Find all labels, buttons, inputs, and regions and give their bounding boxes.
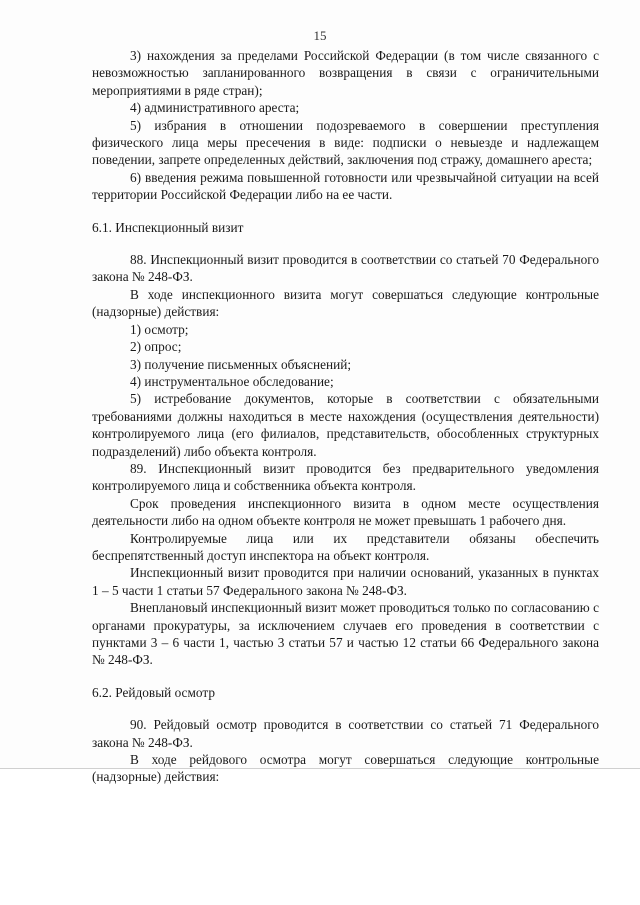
paragraph: 4) административного ареста; xyxy=(130,100,300,116)
list-item: 3) получение письменных объяснений; xyxy=(130,356,352,372)
paragraph: Внеплановый инспекционный визит может проводиться только по согласованию с органами прокуратуры, за исключением случаев его проведения в соответствии с пунктами 3 – 6 части 1, частью 3 статьи 57 и частью 12 статьи 66 Федерального закона № 248-ФЗ. xyxy=(92,600,599,668)
paragraph: Инспекционный визит проводится при наличии оснований, указанных в пунктах 1 – 5 части 1 статьи 57 Федерального закона № 248-ФЗ. xyxy=(92,565,599,598)
paragraph: 5) избрания в отношении подозреваемого в совершении преступления физического лица меры пресечения в виде: подписки о невыезде и надлежащем поведении, запрете определенных действий, заключения под стражу, домашнего ареста; xyxy=(92,117,599,168)
list-item: 1) осмотр; xyxy=(130,321,189,337)
paragraph: 88. Инспекционный визит проводится в соответствии со статьей 70 Федерального закона № 248-ФЗ. xyxy=(92,252,599,285)
section-heading-6-1: 6.1. Инспекционный визит xyxy=(92,219,244,235)
paragraph: 89. Инспекционный визит проводится без предварительного уведомления контролируемого лица и собственника объекта контроля. xyxy=(92,460,599,494)
paragraph: 90. Рейдовый осмотр проводится в соответствии со статьей 71 Федерального закона № 248-ФЗ. xyxy=(92,717,599,750)
paragraph: В ходе рейдового осмотра могут совершаться следующие контрольные (надзорные) действия: xyxy=(92,752,599,785)
list-item: 4) инструментальное обследование; xyxy=(130,373,334,389)
section-heading-6-2: 6.2. Рейдовый осмотр xyxy=(92,684,215,700)
list-item: 5) истребование документов, которые в соответствии с обязательными требованиями должны находиться в месте нахождения (осуществления деятельности) контролируемого лица (его филиалов, представительств, обособленных структурных подразделений) либо объекта контроля. xyxy=(92,391,599,459)
paragraph: В ходе инспекционного визита могут совершаться следующие контрольные (надзорные) действия: xyxy=(92,286,599,320)
list-item: 2) опрос; xyxy=(130,339,182,355)
paragraph: Срок проведения инспекционного визита в одном месте осуществления деятельности либо на одном объекте контроля не может превышать 1 рабочего дня. xyxy=(92,495,599,529)
page-number: 15 xyxy=(313,28,327,43)
paragraph: 3) нахождения за пределами Российской Федерации (в том числе связанного с невозможностью запланированного возвращения в связи с ограничительными мероприятиями в ряде стран); xyxy=(92,48,599,98)
document-body xyxy=(92,47,599,786)
paragraph: Контролируемые лица или их представители обязаны обеспечить беспрепятственный доступ инспектора на объект контроля. xyxy=(92,530,599,563)
paragraph: 6) введения режима повышенной готовности или чрезвычайной ситуации на всей территории Российской Федерации либо на ее части. xyxy=(92,169,599,203)
